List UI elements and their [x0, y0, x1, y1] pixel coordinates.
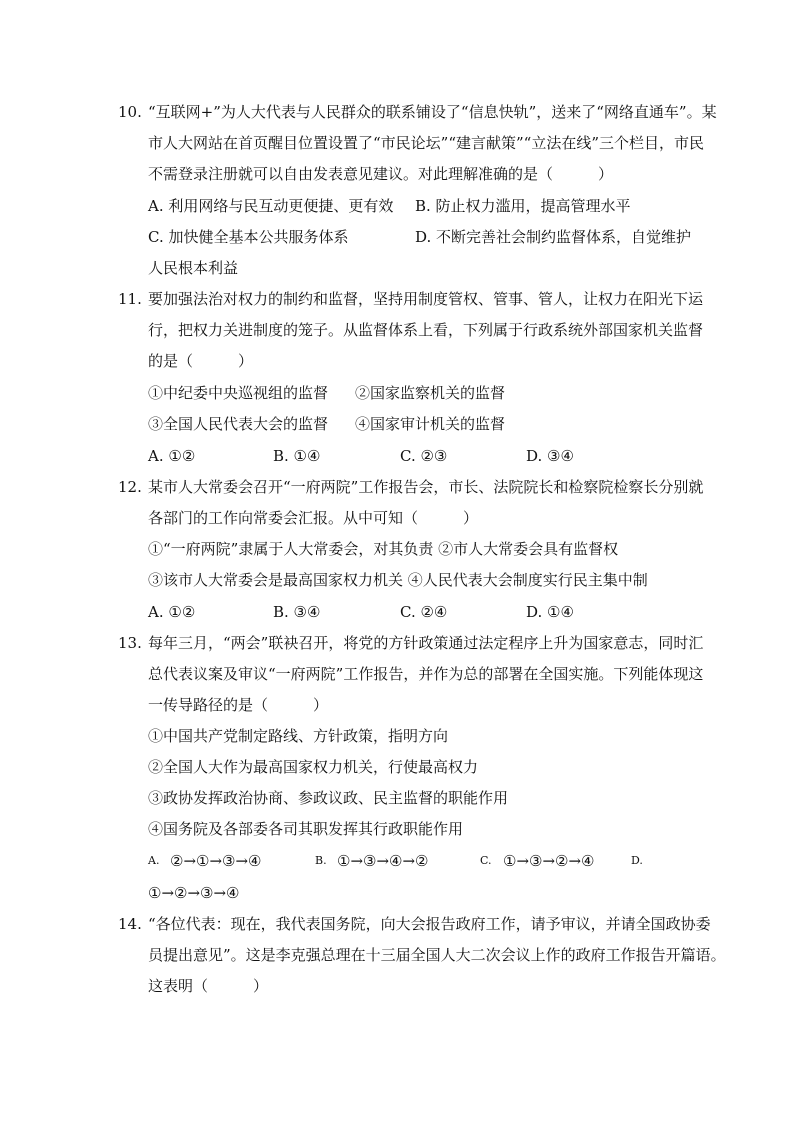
- question-stem-line: 每年三月，“两会”联袂召开，将党的方针政策通过法定程序上升为国家意志，同时汇: [148, 634, 704, 652]
- statement-item: ④国家审计机关的监督: [355, 415, 506, 433]
- question-number: 13.: [118, 634, 142, 652]
- question-stem-line: 行，把权力关进制度的笼子。从监督体系上看，下列属于行政系统外部国家机关监督: [148, 321, 704, 339]
- statement-item: ④国务院及各部委各司其职发挥其行政职能作用: [148, 820, 464, 838]
- statement-item: ②国家监察机关的监督: [355, 384, 506, 402]
- question-stem-line: 不需登录注册就可以自由发表意见建议。对此理解准确的是（ ）: [148, 165, 614, 183]
- question-number: 11.: [118, 290, 142, 308]
- statement-item: ②全国人大作为最高国家权力机关，行使最高权力: [148, 758, 479, 776]
- option-c: C. 加快健全基本公共服务体系: [148, 228, 349, 246]
- question-stem-line: 一传导路径的是（ ）: [148, 696, 329, 714]
- statement-item: ③该市人大常委会是最高国家权力机关 ④人民代表大会制度实行民主集中制: [148, 571, 648, 589]
- option-c-sequence: ①→③→②→④: [503, 852, 595, 870]
- question-stem-line: 市人大网站在首页醒目位置设置了“市民论坛”“建言献策”“立法在线”三个栏目，市民: [148, 134, 705, 152]
- question-stem-line: 某市人大常委会召开“一府两院”工作报告会，市长、法院院长和检察院检察长分别就: [148, 478, 704, 496]
- question-stem-line: “各位代表：现在，我代表国务院，向大会报告政府工作，请予审议，并请全国政协委: [148, 915, 711, 933]
- option-c-label: C.: [480, 854, 492, 867]
- question-number: 12.: [118, 478, 142, 496]
- option-b-label: B.: [315, 854, 327, 867]
- option-a-sequence: ②→①→③→④: [170, 852, 262, 870]
- question-stem-line: “互联网+”为人大代表与人民群众的联系铺设了“信息快轨”，送来了“网络直通车”。某: [148, 103, 717, 121]
- option-d: D. ①④: [526, 603, 574, 621]
- option-b: B. ①④: [273, 447, 321, 465]
- option-b-sequence: ①→③→④→②: [337, 852, 429, 870]
- option-c: C. ②④: [400, 603, 448, 621]
- option-a: A. ①②: [148, 447, 196, 465]
- question-stem-line: 这表明（ ）: [148, 977, 269, 995]
- question-stem-line: 员提出意见”。这是李克强总理在十三届全国人大二次会议上作的政府工作报告开篇语。: [148, 946, 726, 964]
- statement-item: ③政协发挥政治协商、参政议政、民主监督的职能作用: [148, 789, 509, 807]
- option-d: D. 不断完善社会制约监督体系，自觉维护: [415, 228, 692, 246]
- option-a-label: A.: [148, 854, 160, 867]
- option-d-sequence: ①→②→③→④: [148, 884, 240, 902]
- option-b: B. 防止权力滥用，提高管理水平: [415, 197, 631, 215]
- option-c: C. ②③: [400, 447, 448, 465]
- statement-item: ①中纪委中央巡视组的监督: [148, 384, 329, 402]
- option-d: D. ③④: [526, 447, 574, 465]
- question-number: 10.: [118, 103, 142, 121]
- question-stem-line: 要加强法治对权力的制约和监督，坚持用制度管权、管事、管人，让权力在阳光下运: [148, 290, 704, 308]
- statement-item: ③全国人民代表大会的监督: [148, 415, 329, 433]
- option-d-label: D.: [631, 854, 643, 867]
- option-d-continued: 人民根本利益: [148, 259, 239, 277]
- option-a: A. 利用网络与民互动更便捷、更有效: [148, 197, 394, 215]
- question-stem-line: 的是（ ）: [148, 352, 254, 370]
- question-stem-line: 总代表议案及审议“一府两院”工作报告，并作为总的部署在全国实施。下列能体现这: [148, 665, 704, 683]
- question-number: 14.: [118, 915, 142, 933]
- option-a: A. ①②: [148, 603, 196, 621]
- statement-item: ①中国共产党制定路线、方针政策，指明方向: [148, 727, 449, 745]
- statement-item: ①“一府两院”隶属于人大常委会，对其负责 ②市人大常委会具有监督权: [148, 540, 619, 558]
- option-b: B. ③④: [273, 603, 321, 621]
- question-stem-line: 各部门的工作向常委会汇报。从中可知（ ）: [148, 509, 479, 527]
